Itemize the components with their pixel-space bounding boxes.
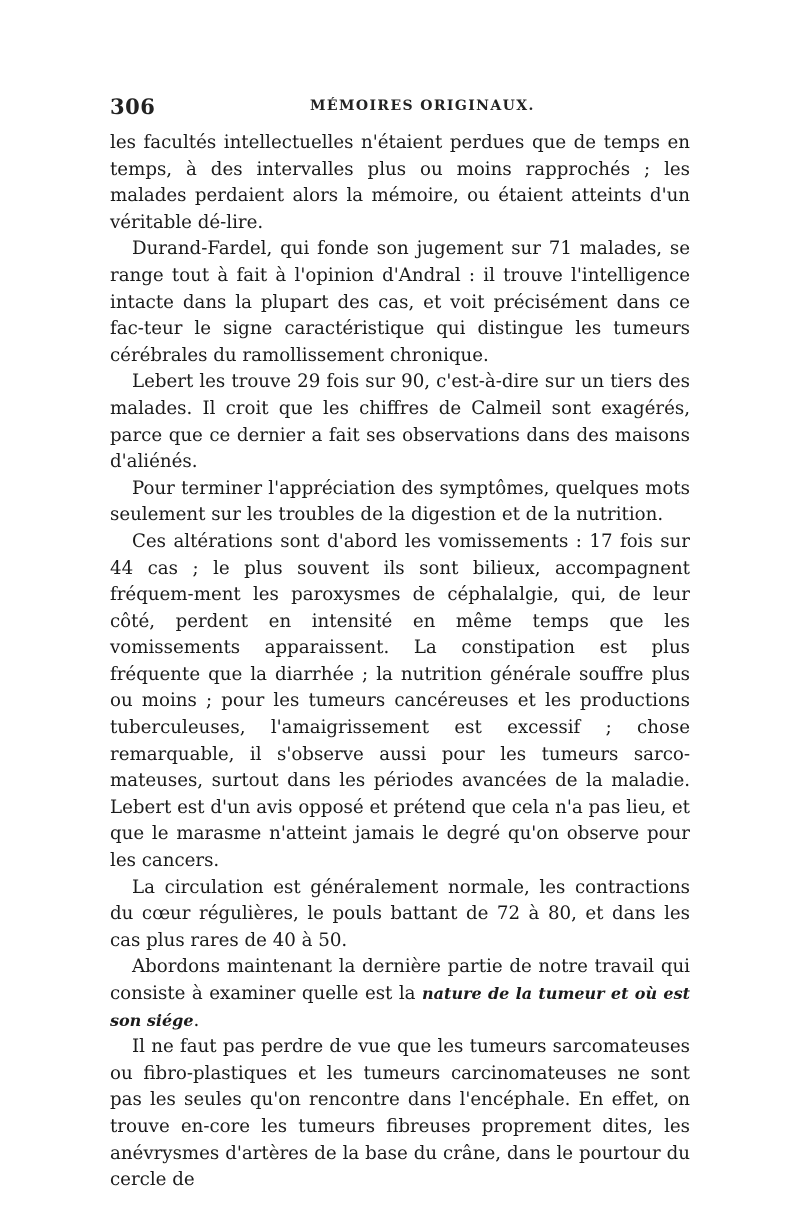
page-header [110,94,690,124]
nature-text-after: . [193,1009,200,1031]
paragraph-symptoms-conclusion: Pour terminer l'appréciation des symptômes, quelques mots seulement sur les troubles de la digestion et de la nutrition. [110,477,690,526]
paragraph-alterations: Ces altérations sont d'abord les vomissements : 17 fois sur 44 cas ; le plus souvent ils sont bilieux, accompagnent fréquem-ment les paroxysmes de céphalalgie, qui, de leur côté, perdent en intensité en même temps que les vomissements apparaissent. La constipation est plus fréquente que la diarrhée ; la nutrition générale souffre plus ou moins ; pour les tumeurs cancéreuses et les productions tuberculeuses, l'amaigrissement est excessif ; chose remarquable, il s'observe aussi pour les tumeurs sarco-mateuses, surtout dans les périodes avancées de la maladie. Lebert est d'un avis opposé et prétend que cela n'a pas lieu, et que le marasme n'atteint jamais le degré qu'on observe pour les cancers. [110,530,690,872]
paragraph-continuation: les facultés intellectuelles n'étaient perdues que de temps en temps, à des intervalles plus ou moins rapprochés ; les malades perdaient alors la mémoire, ou étaient atteints d'un véritable dé-lire. [110,132,690,233]
paragraph-nature-tumeur [110,954,690,1034]
nature-text-before: Abordons maintenant la dernière partie de notre travail qui consiste à examiner quelle est la [110,956,690,1004]
page-number: 306 [110,94,156,119]
paragraph-durand-fardel: Durand-Fardel, qui fonde son jugement sur 71 malades, se range tout à fait à l'opinion d'Andral : il trouve l'intelligence intacte dans la plupart des cas, et voit précisément dans ce fac-teur le signe caractéristique qui distingue les tumeurs cérébrales du ramollissement chronique. [110,238,690,366]
running-title: MÉMOIRES ORIGINAUX. [310,98,535,114]
paragraph-lebert: Lebert les trouve 29 fois sur 90, c'est-à-dire sur un tiers des malades. Il croit que les chiffres de Calmeil sont exagérés, parce que ce dernier a fait ses observations dans des maisons d'aliénés. [110,371,690,473]
paragraph-tumeurs-types: Il ne faut pas perdre de vue que les tumeurs sarcomateuses ou fibro-plastiques et les tumeurs carcinomateuses ne sont pas les seules qu'on rencontre dans l'encéphale. En effet, on trouve en-core les tumeurs fibreuses proprement dites, les anévrysmes d'artères de la base du crâne, dans le pourtour du cercle de [110,1036,690,1191]
body-text [110,130,690,1194]
paragraph-circulation: La circulation est généralement normale, les contractions du cœur régulières, le pouls battant de 72 à 80, et dans les cas plus rares de 40 à 50. [110,876,690,951]
nature-emphasis: nature de la tumeur et où est son siége [110,984,690,1030]
